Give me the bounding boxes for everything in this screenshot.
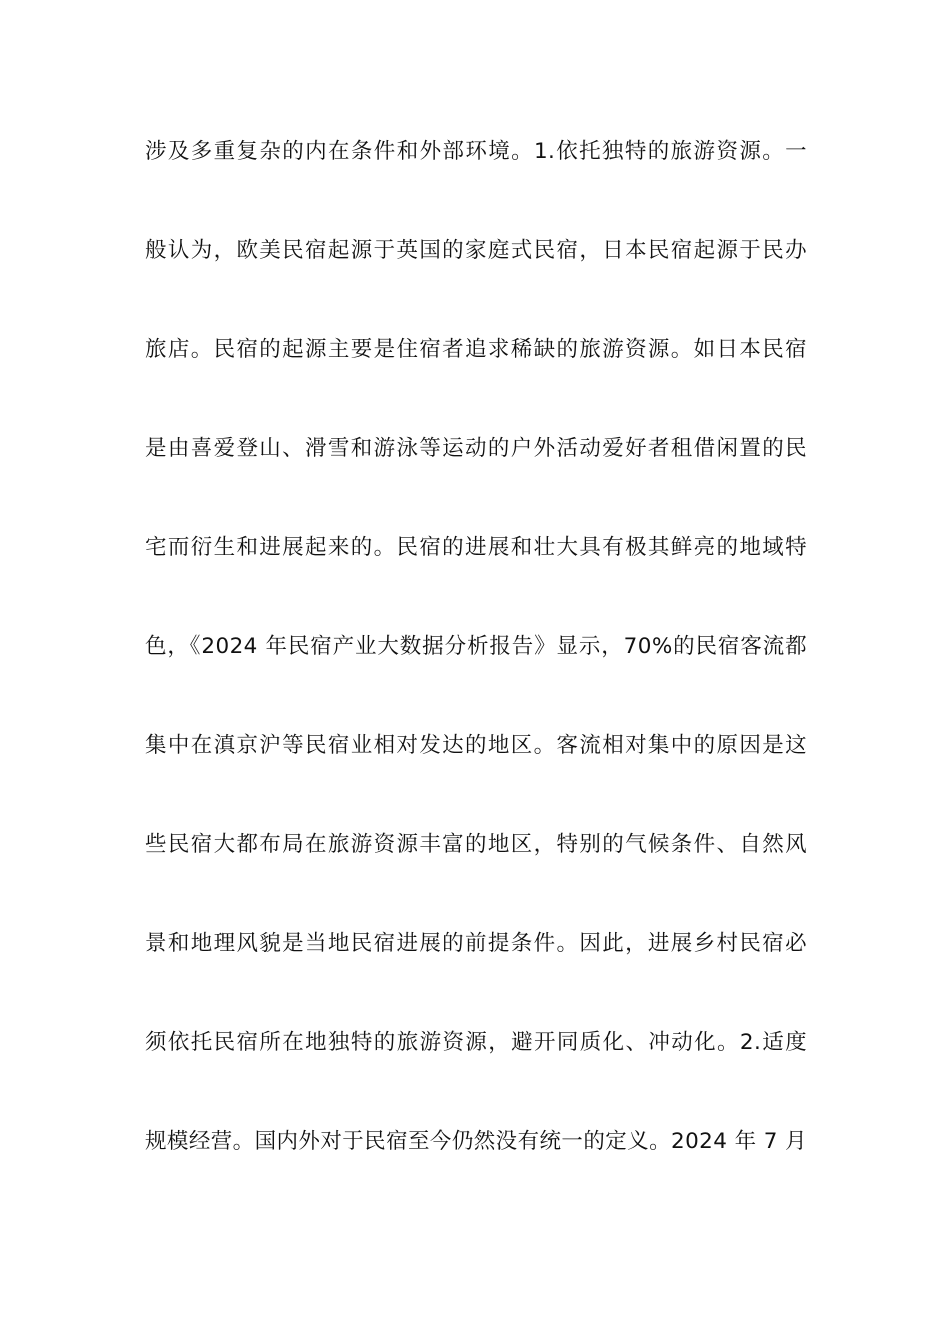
text-line: 旅店。民宿的起源主要是住宿者追求稀缺的旅游资源。如日本民宿 <box>145 337 807 362</box>
text-line: 规模经营。国内外对于民宿至今仍然没有统一的定义。2024 年 7 月 <box>145 1129 807 1154</box>
text-line: 涉及多重复杂的内在条件和外部环境。1.依托独特的旅游资源。一 <box>145 139 807 164</box>
text-line: 些民宿大都布局在旅游资源丰富的地区，特别的气候条件、自然风 <box>145 832 807 857</box>
text-line: 景和地理风貌是当地民宿进展的前提条件。因此，进展乡村民宿必 <box>145 931 807 956</box>
text-line: 般认为，欧美民宿起源于英国的家庭式民宿，日本民宿起源于民办 <box>145 238 807 263</box>
text-line: 宅而衍生和进展起来的。民宿的进展和壮大具有极其鲜亮的地域特 <box>145 535 807 560</box>
text-line: 是由喜爱登山、滑雪和游泳等运动的户外活动爱好者租借闲置的民 <box>145 436 807 461</box>
body-text <box>145 128 807 1217</box>
text-line: 色，《2024 年民宿产业大数据分析报告》显示，70%的民宿客流都 <box>145 634 807 659</box>
text-line: 集中在滇京沪等民宿业相对发达的地区。客流相对集中的原因是这 <box>145 733 807 758</box>
text-line: 须依托民宿所在地独特的旅游资源，避开同质化、冲动化。2.适度 <box>145 1030 807 1055</box>
